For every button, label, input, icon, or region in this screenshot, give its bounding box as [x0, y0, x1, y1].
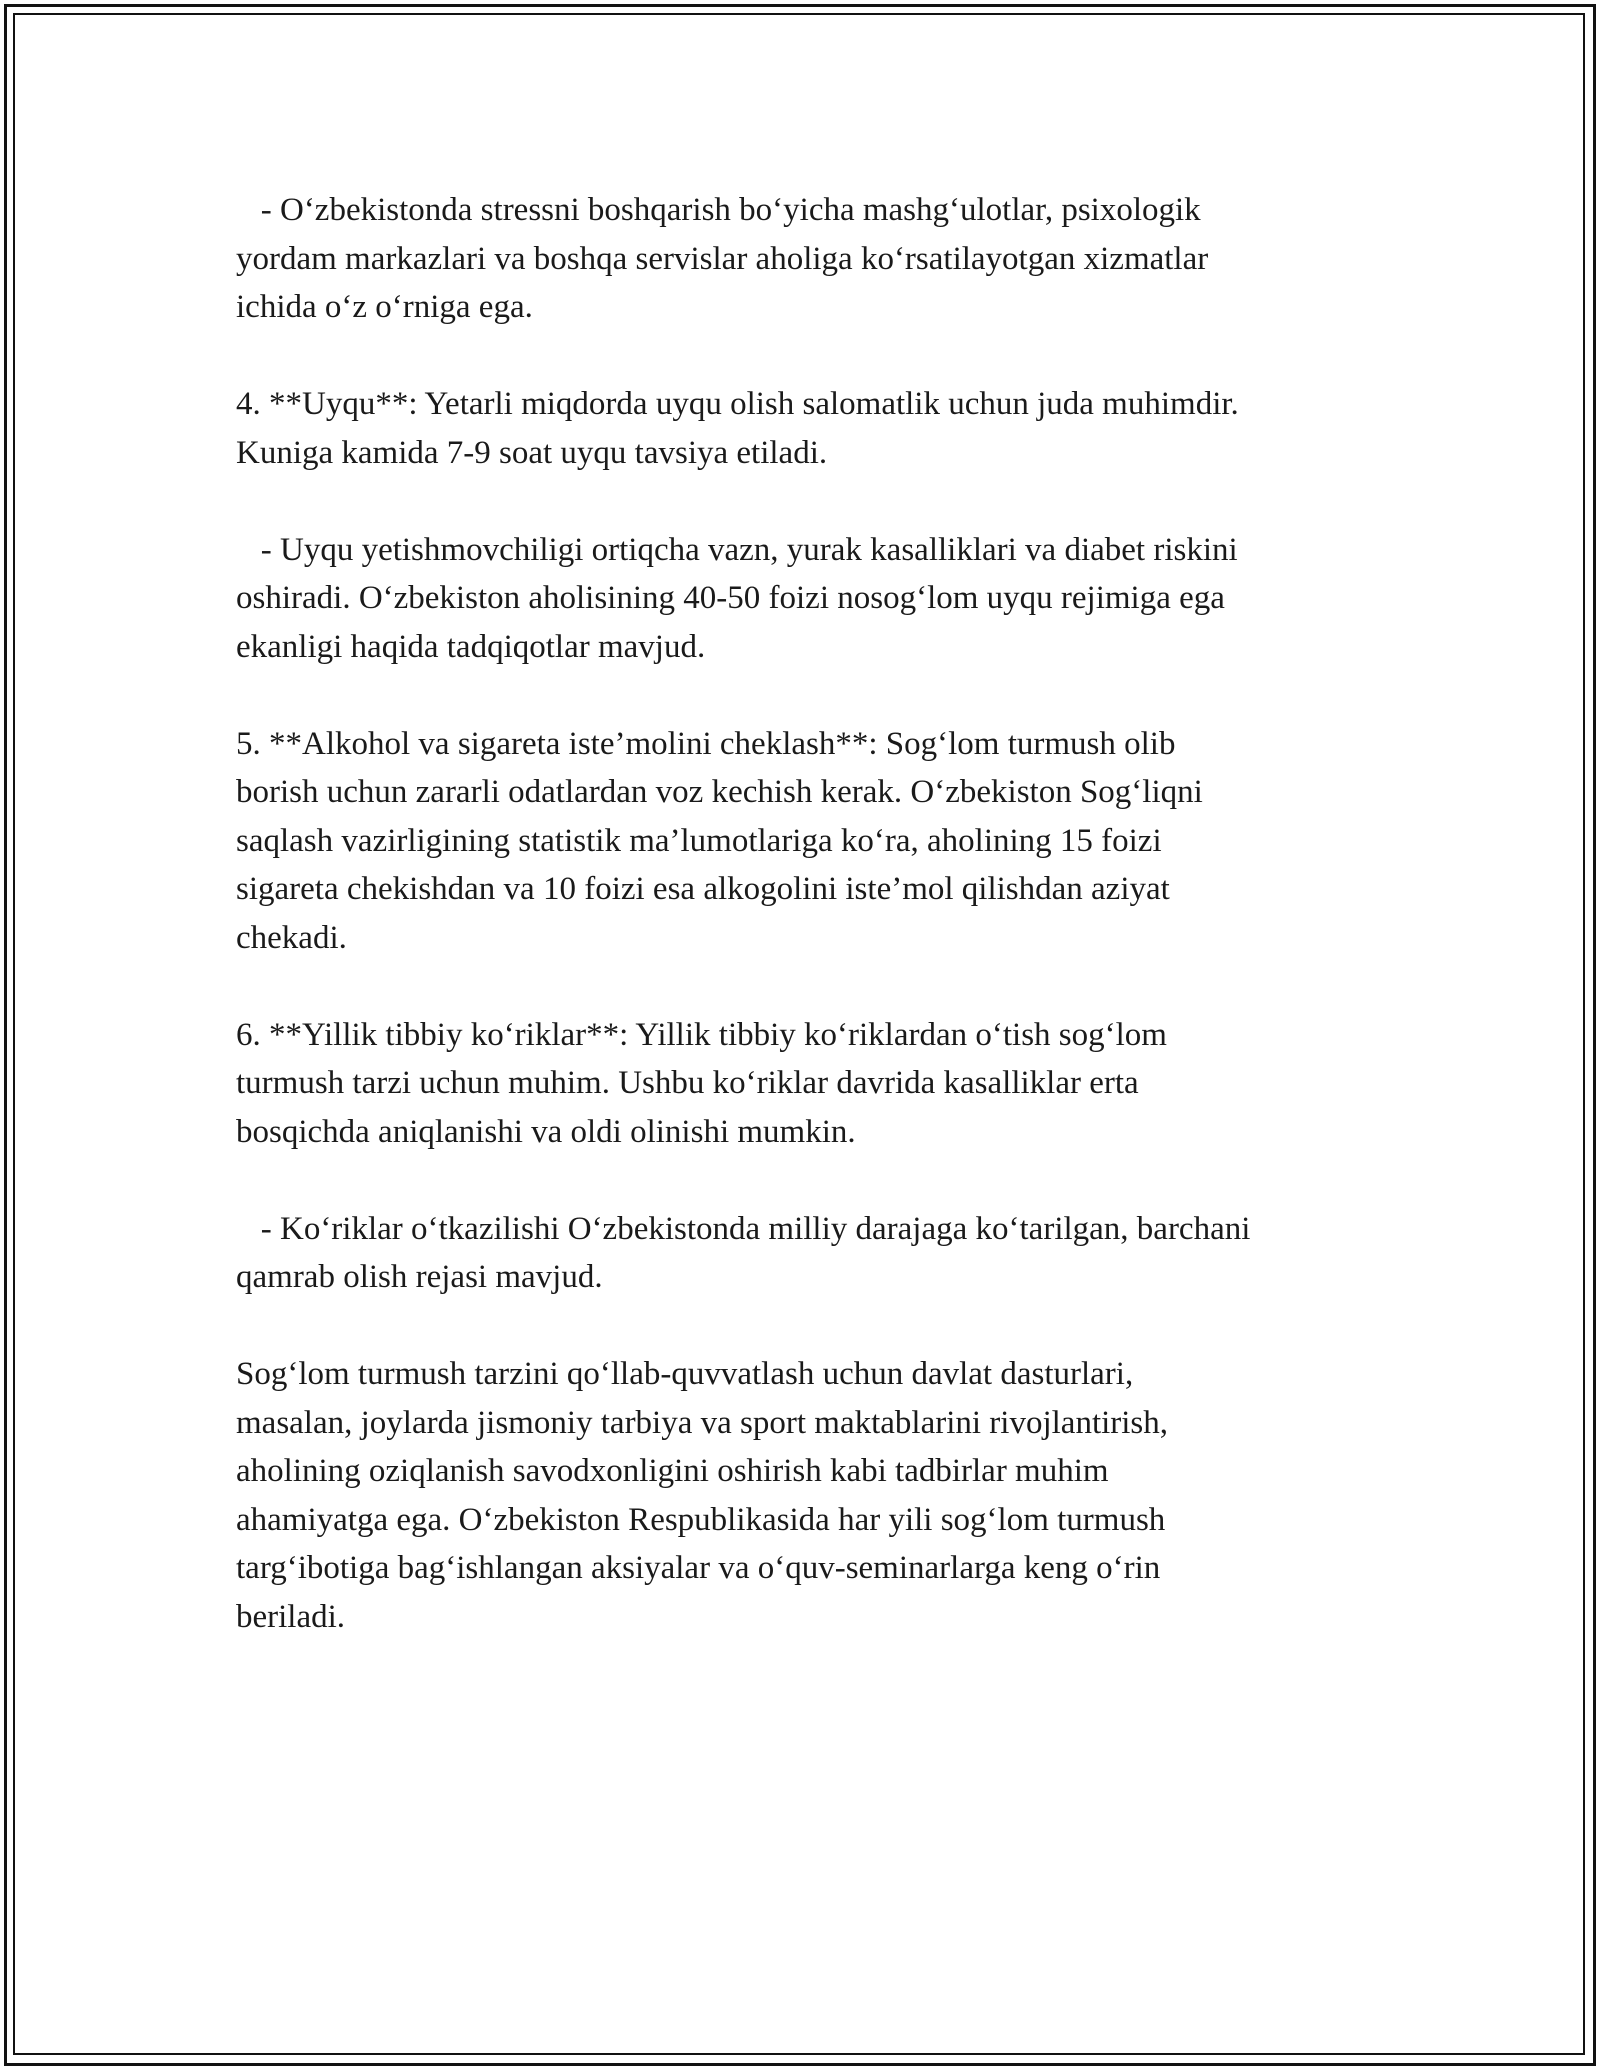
- paragraph-sleep-deficit: - Uyqu yetishmovchiligi ortiqcha vazn, yurak kasalliklari va diabet riskini oshiradi. O‘zbekiston aholisining 40-50 foizi nosog‘lom uyqu rejimiga ega ekanligi haqida tadqiqotlar mavjud.: [236, 531, 1238, 665]
- paragraph-state-programs: Sog‘lom turmush tarzini qo‘llab-quvvatlash uchun davlat dasturlari, masalan, joylarda jismoniy tarbiya va sport maktablarini rivojlantirish, aholining oziqlanish savodxonligini oshirish kabi tadbirlar muhim ahamiyatga ega. O‘zbekiston Respublikasida har yili sog‘lom turmush targ‘ibotiga bag‘ishlangan aksiyalar va o‘quv-seminarlarga keng o‘rin beriladi.: [236, 1356, 1169, 1635]
- paragraph-sleep: 4. **Uyqu**: Yetarli miqdorda uyqu olish salomatlik uchun juda muhimdir. Kuniga kamida 7-9 soat uyqu tavsiya etiladi.: [236, 386, 1239, 471]
- document-body: [236, 186, 1386, 1641]
- paragraph-checkups-national: - Ko‘riklar o‘tkazilishi O‘zbekistonda milliy darajaga ko‘tarilgan, barchani qamrab olish rejasi mavjud.: [236, 1210, 1251, 1295]
- paragraph-alcohol-smoking: 5. **Alkohol va sigareta iste’molini cheklash**: Sog‘lom turmush olib borish uchun zararli odatlardan voz kechish kerak. O‘zbekiston Sog‘liqni saqlash vazirligining statistik ma’lumotlariga ko‘ra, aholining 15 foizi sigareta chekishdan va 10 foizi esa alkogolini iste’mol qilishdan aziyat chekadi.: [236, 725, 1203, 956]
- paragraph-medical-checkups: 6. **Yillik tibbiy ko‘riklar**: Yillik tibbiy ko‘riklardan o‘tish sog‘lom turmush tarzi uchun muhim. Ushbu ko‘riklar davrida kasalliklar erta bosqichda aniqlanishi va oldi olinishi mumkin.: [236, 1016, 1167, 1150]
- paragraph-stress-services: - O‘zbekistonda stressni boshqarish bo‘yicha mashg‘ulotlar, psixologik yordam markazlari va boshqa servislar aholiga ko‘rsatilayotgan xizmatlar ichida o‘z o‘rniga ega.: [236, 192, 1209, 325]
